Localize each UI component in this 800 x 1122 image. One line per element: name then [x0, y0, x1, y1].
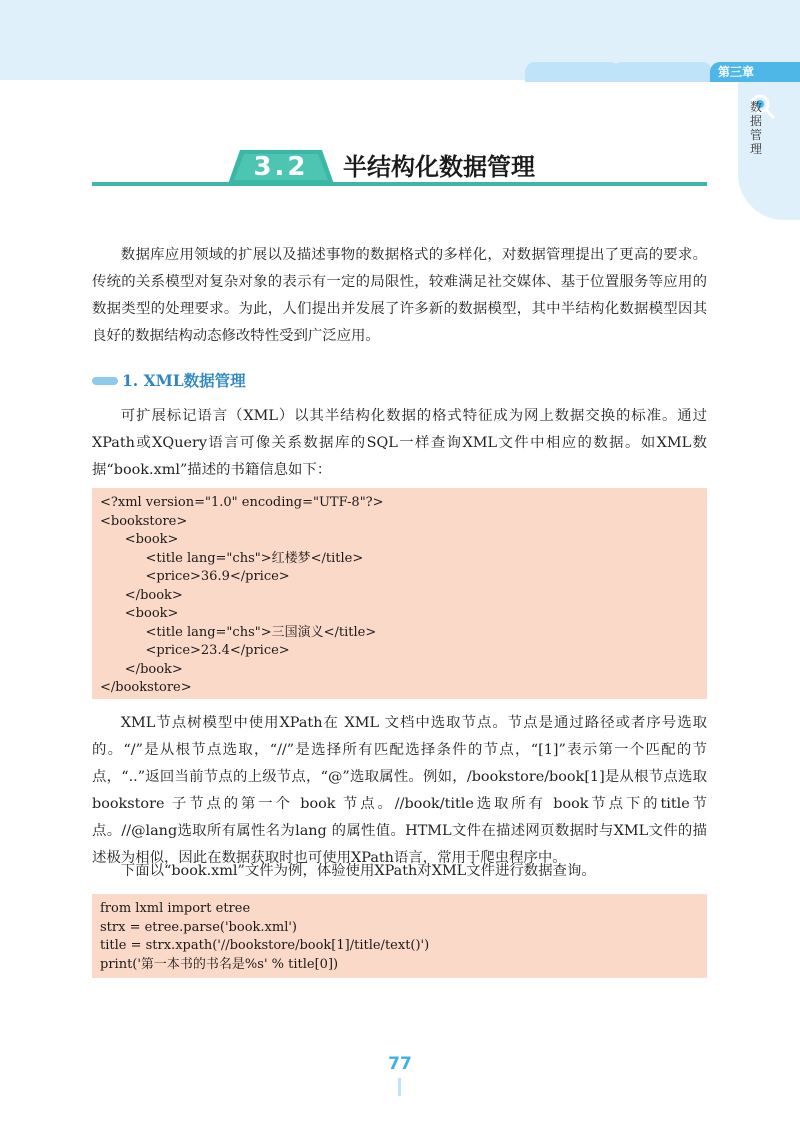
code-line: <title lang="chs">三国演义</title>	[100, 624, 377, 640]
code-line: <title lang="chs">红楼梦</title>	[100, 550, 364, 566]
code-line: </book>	[100, 587, 183, 603]
intro-paragraph: 数据库应用领域的扩展以及描述事物的数据格式的多样化，对数据管理提出了更高的要求。传统的关系模型对复杂对象的表示有一定的局限性，较难满足社交媒体、基于位置服务等应用的数据类型的处理要求。为此，人们提出并发展了许多新的数据模型，其中半结构化数据模型因其良好的数据结构动态修改特性受到广泛应用。	[92, 247, 707, 344]
python-code-block	[92, 894, 707, 978]
subsection-title: 1. XML数据管理	[122, 371, 246, 390]
header-tab-decoration	[612, 62, 712, 82]
side-chapter-label: 数据管理	[750, 100, 763, 156]
code-line: strx = etree.parse('book.xml')	[100, 919, 297, 935]
section-title: 半结构化数据管理	[343, 153, 535, 181]
code-line: <book>	[100, 532, 179, 547]
page-number: 77	[388, 1054, 412, 1074]
example-intro-paragraph: 下面以“book.xml”文件为例，体验使用XPath对XML文件进行数据查询。	[120, 863, 596, 879]
page-number-marker	[398, 1078, 401, 1096]
xml-intro-paragraph: 可扩展标记语言（XML）以其半结构化数据的格式特征成为网上数据交换的标准。通过XPath或XQuery语言可像关系数据库的SQL一样查询XML文件中相应的数据。如XML数据“book.xml”描述的书籍信息如下：	[92, 408, 707, 478]
code-line: <price>23.4</price>	[100, 643, 290, 658]
code-line: print('第一本书的书名是%s' % title[0])	[100, 956, 339, 972]
code-line: </book>	[100, 661, 183, 677]
subsection-marker	[92, 377, 118, 385]
code-line: from lxml import etree	[100, 901, 251, 916]
code-line: <?xml version="1.0" encoding="UTF-8"?>	[100, 495, 384, 510]
code-line: <book>	[100, 606, 179, 621]
code-line: title = strx.xpath('//bookstore/book[1]/title/text()')	[100, 938, 430, 953]
xml-code-block	[92, 488, 707, 699]
code-line: <price>36.9</price>	[100, 569, 290, 584]
section-number: 3.2	[253, 152, 309, 182]
code-line: </bookstore>	[100, 680, 192, 695]
chapter-tab: 第三章	[710, 62, 800, 82]
xpath-description-paragraph: XML节点树模型中使用XPath在 XML 文档中选取节点。节点是通过路径或者序号选取的。“/”是从根节点选取，“//”是选择所有匹配选择条件的节点，“[1]”表示第一个匹配的节点，“..”返回当前节点的上级节点，“@”选取属性。例如，/bookstore/book[1]是从根节点选取 bookstore 子节点的第一个 book 节点。//book/title选取所有 book节点下的title节点。//@lang选取所有属性名为lang 的属性值。HTML文件在描述网页数据时与XML文件的描述极为相似，因此在数据获取时也可使用XPath语言，常用于爬虫程序中。	[92, 715, 707, 866]
header-tab-decoration	[525, 62, 620, 82]
code-line: <bookstore>	[100, 513, 188, 529]
